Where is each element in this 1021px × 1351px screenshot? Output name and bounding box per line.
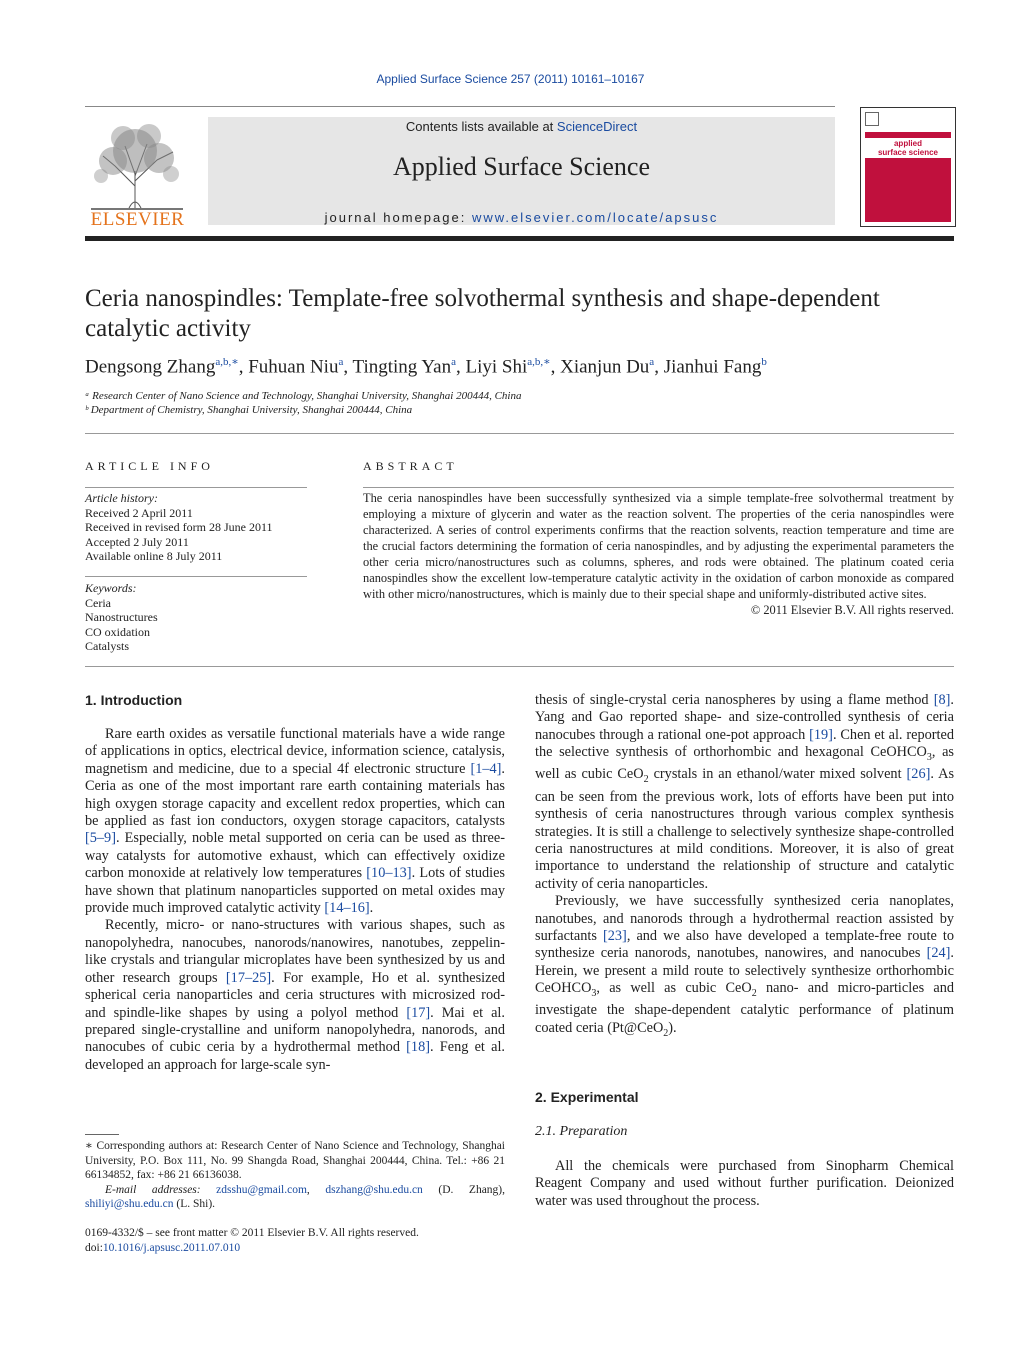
keyword: CO oxidation — [85, 624, 150, 639]
affiliation-a: ᵃ Research Center of Nano Science and Technology, Shanghai University, Shanghai 200444, China — [85, 390, 522, 402]
front-matter — [85, 1226, 505, 1255]
header-rule — [85, 106, 835, 107]
citation-link[interactable]: [19] — [809, 726, 833, 743]
history-received: Received 2 April 2011 — [85, 505, 193, 520]
paragraph: thesis of single-crystal ceria nanospheres by using a flame method [8]. Yang and Gao reported shape- and size-controlled synthesis of ceria nanocubes through a rational one-pot approach [19]. Chen et al. reported the selective synthesis of orthorhombic and hexagonal CeOHCO$_3$, as well as cubic CeO$_2$ crystals in an ethanol/water mixed solvent [26]. As can be seen from the previous work, lots of efforts have been put into synthesis of ceria nanostructures through various complex synthesis strategies. It is still a challenge to selectively synthesize shape-controlled ceria nanostructures at mild conditions. Moreover, it is also of great importance to understand the relationship of structure and catalytic activity of ceria nanoparticles. — [535, 692, 955, 892]
article-info-heading: ARTICLE INFO — [85, 459, 214, 473]
journal-homepage — [208, 210, 835, 225]
citation-link[interactable]: [10–13] — [366, 865, 412, 882]
cover-title-line2: surface science — [877, 148, 939, 157]
homepage-link[interactable]: www.elsevier.com/locate/apsusc — [471, 210, 719, 225]
author-affiliation-marker[interactable]: a,b,∗ — [215, 356, 239, 368]
keyword: Catalysts — [85, 639, 129, 653]
footnote-rule — [85, 1134, 119, 1135]
abstract-copyright: © 2011 Elsevier B.V. All rights reserved. — [750, 603, 954, 617]
citation-link[interactable]: [18] — [406, 1039, 430, 1056]
keyword: Ceria — [85, 595, 111, 610]
email-link[interactable]: shiliyi@shu.edu.cn — [85, 1198, 174, 1210]
issn-line: 0169-4332/$ – see front matter © 2011 Elsevier B.V. All rights reserved. — [85, 1227, 419, 1239]
email-owner: (D. Zhang), — [438, 1183, 505, 1196]
citation-link[interactable]: [26] — [906, 766, 931, 783]
corresponding-footnote — [85, 1139, 505, 1212]
doi-prefix: doi: — [85, 1241, 103, 1254]
paragraph: Recently, micro- or nano-structures with various shapes, such as nanopolyhedra, nanocubes, nanorods/nanowires, nanotubes, zeppelin-like crystals and triangular microplates have been synthesized by us and other research groups [17–25]. For example, Ho et al. synthesized spherical ceria nanoparticles and ceria structures with microsized rod- and spindle-like shapes by using a polyol method [17]. Mai et al. prepared single-crystalline and uniform nanopolyhedra, nanorods, and nanocubes of cubic ceria by a hydrothermal method [18]. Feng et al. developed an approach for large-scale syn- — [85, 917, 505, 1073]
author-name[interactable]: Jianhui Fang — [663, 356, 762, 378]
paragraph: Rare earth oxides as versatile functional materials have a wide range of applications in optics, electrical device, information science, catalysis, magnetism and medicine, due to a special 4f electronic structure [1–4]. Ceria as one of the most important rare earth containing materials has high oxygen storage capacity and excellent redox properties, which can be applied as fast ion conductors, oxygen storage capacitors, catalysts [5–9]. Especially, noble metal supported on ceria can be used as three-way catalysts for automotive exhaust, which can effectively oxidize carbon monoxide at relatively low temperatures [10–13]. Lots of studies have shown that platinum nanoparticles supported on metal oxides may provide much improved catalytic activity [14–16]. — [85, 726, 505, 917]
citation-link[interactable]: [24] — [926, 945, 951, 962]
citation-link[interactable]: [5–9] — [85, 830, 116, 847]
abstract-text: The ceria nanospindles have been successfully synthesized via a simple template-free solvothermal treatment by employing a mixture of glycerin and water as the reaction solvent. The properties of the ceria nanospindles were characterized. A series of control experiments confirms that the reaction solvents, reaction temperature and time are the crucial factors determining the formation of ceria nanospindles, and by adjusting the experimental parameters the other ceria micro/nanostructures such as columns, spheres, and rods were obtained. The platinum coated ceria nanospindles show the excellent low-temperature catalytic activity in the oxidation of carbon monoxide as compared with other micro/nanostructures, which is mainly due to their special shape and uniformly-distributed active sites. — [363, 491, 954, 601]
title-rule — [85, 433, 954, 434]
header-thick-rule — [85, 236, 954, 241]
email-link[interactable]: zdsshu@gmail.com — [216, 1183, 307, 1196]
preparation-text — [535, 1158, 954, 1210]
section-2-1-heading: 2.1. Preparation — [535, 1124, 628, 1139]
history-online: Available online 8 July 2011 — [85, 549, 223, 563]
email-label: E-mail addresses: — [105, 1183, 201, 1196]
doi-line — [85, 1241, 505, 1256]
contents-line — [208, 119, 835, 134]
doi-link[interactable]: 10.1016/j.apsusc.2011.07.010 — [102, 1241, 241, 1254]
keywords-rule — [85, 576, 307, 577]
keywords — [85, 581, 307, 654]
corresponding-author-note: ∗ Corresponding authors at: Research Center of Nano Science and Technology, Shanghai University, P.O. Box 111, No. 99 Shangda Road, Shanghai 200444, China. Tel.: +86 21 66134852, fax: +86 21 66136038. — [85, 1140, 505, 1181]
section-2-heading: 2. Experimental — [535, 1089, 639, 1105]
author-name[interactable]: Liyi Shi — [465, 356, 528, 378]
author-affiliation-marker[interactable]: a — [451, 356, 456, 368]
section-1-heading: 1. Introduction — [85, 692, 183, 708]
history-label: Article history: — [85, 491, 158, 505]
author-affiliation-marker[interactable]: a — [338, 356, 344, 368]
elsevier-logo — [85, 116, 190, 232]
author-name[interactable]: Dengsong Zhang — [85, 356, 216, 378]
author-name[interactable]: Xianjun Du — [560, 356, 650, 378]
author-name[interactable]: Fuhuan Niu — [248, 356, 339, 378]
author-affiliation-marker[interactable]: a,b,∗ — [527, 356, 551, 368]
cover-title-line1: applied — [893, 139, 922, 148]
intro-column-left — [85, 726, 505, 1074]
cover-red-panel — [865, 132, 951, 222]
citation-link[interactable]: [14–16] — [324, 900, 370, 917]
journal-cover-thumbnail[interactable] — [860, 107, 956, 227]
contents-prefix: Contents lists available at — [405, 119, 557, 134]
affiliation-b: ᵇ Department of Chemistry, Shanghai University, Shanghai 200444, China — [85, 404, 413, 416]
citation-link[interactable]: [23] — [602, 928, 627, 944]
abstract-bottom-rule — [85, 666, 954, 667]
email-owner: (L. Shi). — [176, 1198, 216, 1210]
author-list: Dengsong Zhang$^{a,b,∗}$, Fuhuan Niu$^a$, Tingting Yan$^a$, Liyi Shi$^{a,b,∗}$, Xianjun Du$^a$, Jianhui Fang$^b$ — [85, 356, 767, 378]
author-affiliation-marker[interactable]: a — [649, 356, 655, 368]
abstract-rule — [363, 487, 954, 488]
journal-citation[interactable]: Applied Surface Science 257 (2011) 10161–10167 — [376, 72, 645, 86]
email-addresses: E-mail addresses: zdsshu@gmail.com, dszhang@shu.edu.cn (D. Zhang), shiliyi@shu.edu.cn (L. Shi). — [85, 1183, 505, 1210]
citation-link[interactable]: [17] — [406, 1004, 431, 1021]
citation-link[interactable]: [8] — [933, 692, 951, 708]
abstract-body — [363, 490, 954, 618]
keywords-label: Keywords: — [85, 581, 137, 595]
history-revised: Received in revised form 28 June 2011 — [85, 520, 273, 534]
paragraph: All the chemicals were purchased from Sinopharm Chemical Reagent Company and used without further purification. Deionized water was used throughout the process. — [535, 1158, 954, 1209]
article-history — [85, 491, 307, 564]
cover-logo-icon — [865, 112, 879, 126]
citation-link[interactable]: [17–25] — [225, 969, 272, 986]
homepage-label: journal homepage: — [324, 210, 472, 225]
author-affiliation-marker[interactable]: b — [761, 356, 767, 368]
email-link[interactable]: dszhang@shu.edu.cn — [325, 1183, 423, 1196]
abstract-heading: ABSTRACT — [363, 459, 458, 473]
article-info-rule — [85, 487, 307, 488]
paragraph: Previously, we have successfully synthesized ceria nanoplates, nanotubes, and nanorods through a hydrothermal reaction assisted by surfactants [23], and we also have developed a template-free route to synthesize ceria nanorods, nanotubes, nanowires, and nanocubes [24]. Herein, we present a mild route to selectively synthesize orthorhombic CeOHCO$_3$, as well as cubic CeO$_2$ nano- and micro-particles and investigate the shape-dependent catalytic performance of platinum coated ceria (Pt@CeO$_2$). — [535, 893, 954, 1039]
keyword: Nanostructures — [85, 610, 158, 624]
intro-column-right — [535, 692, 954, 1042]
citation-link[interactable]: [1–4] — [470, 760, 502, 777]
publisher-wordmark: ELSEVIER — [90, 209, 185, 230]
sciencedirect-link[interactable]: ScienceDirect — [556, 119, 638, 134]
author-name[interactable]: Tingting Yan — [352, 356, 452, 378]
history-accepted: Accepted 2 July 2011 — [85, 534, 189, 549]
article-title: Ceria nanospindles: Template-free solvothermal synthesis and shape-dependent catalytic activity — [85, 285, 880, 342]
journal-name: Applied Surface Science — [392, 152, 650, 181]
